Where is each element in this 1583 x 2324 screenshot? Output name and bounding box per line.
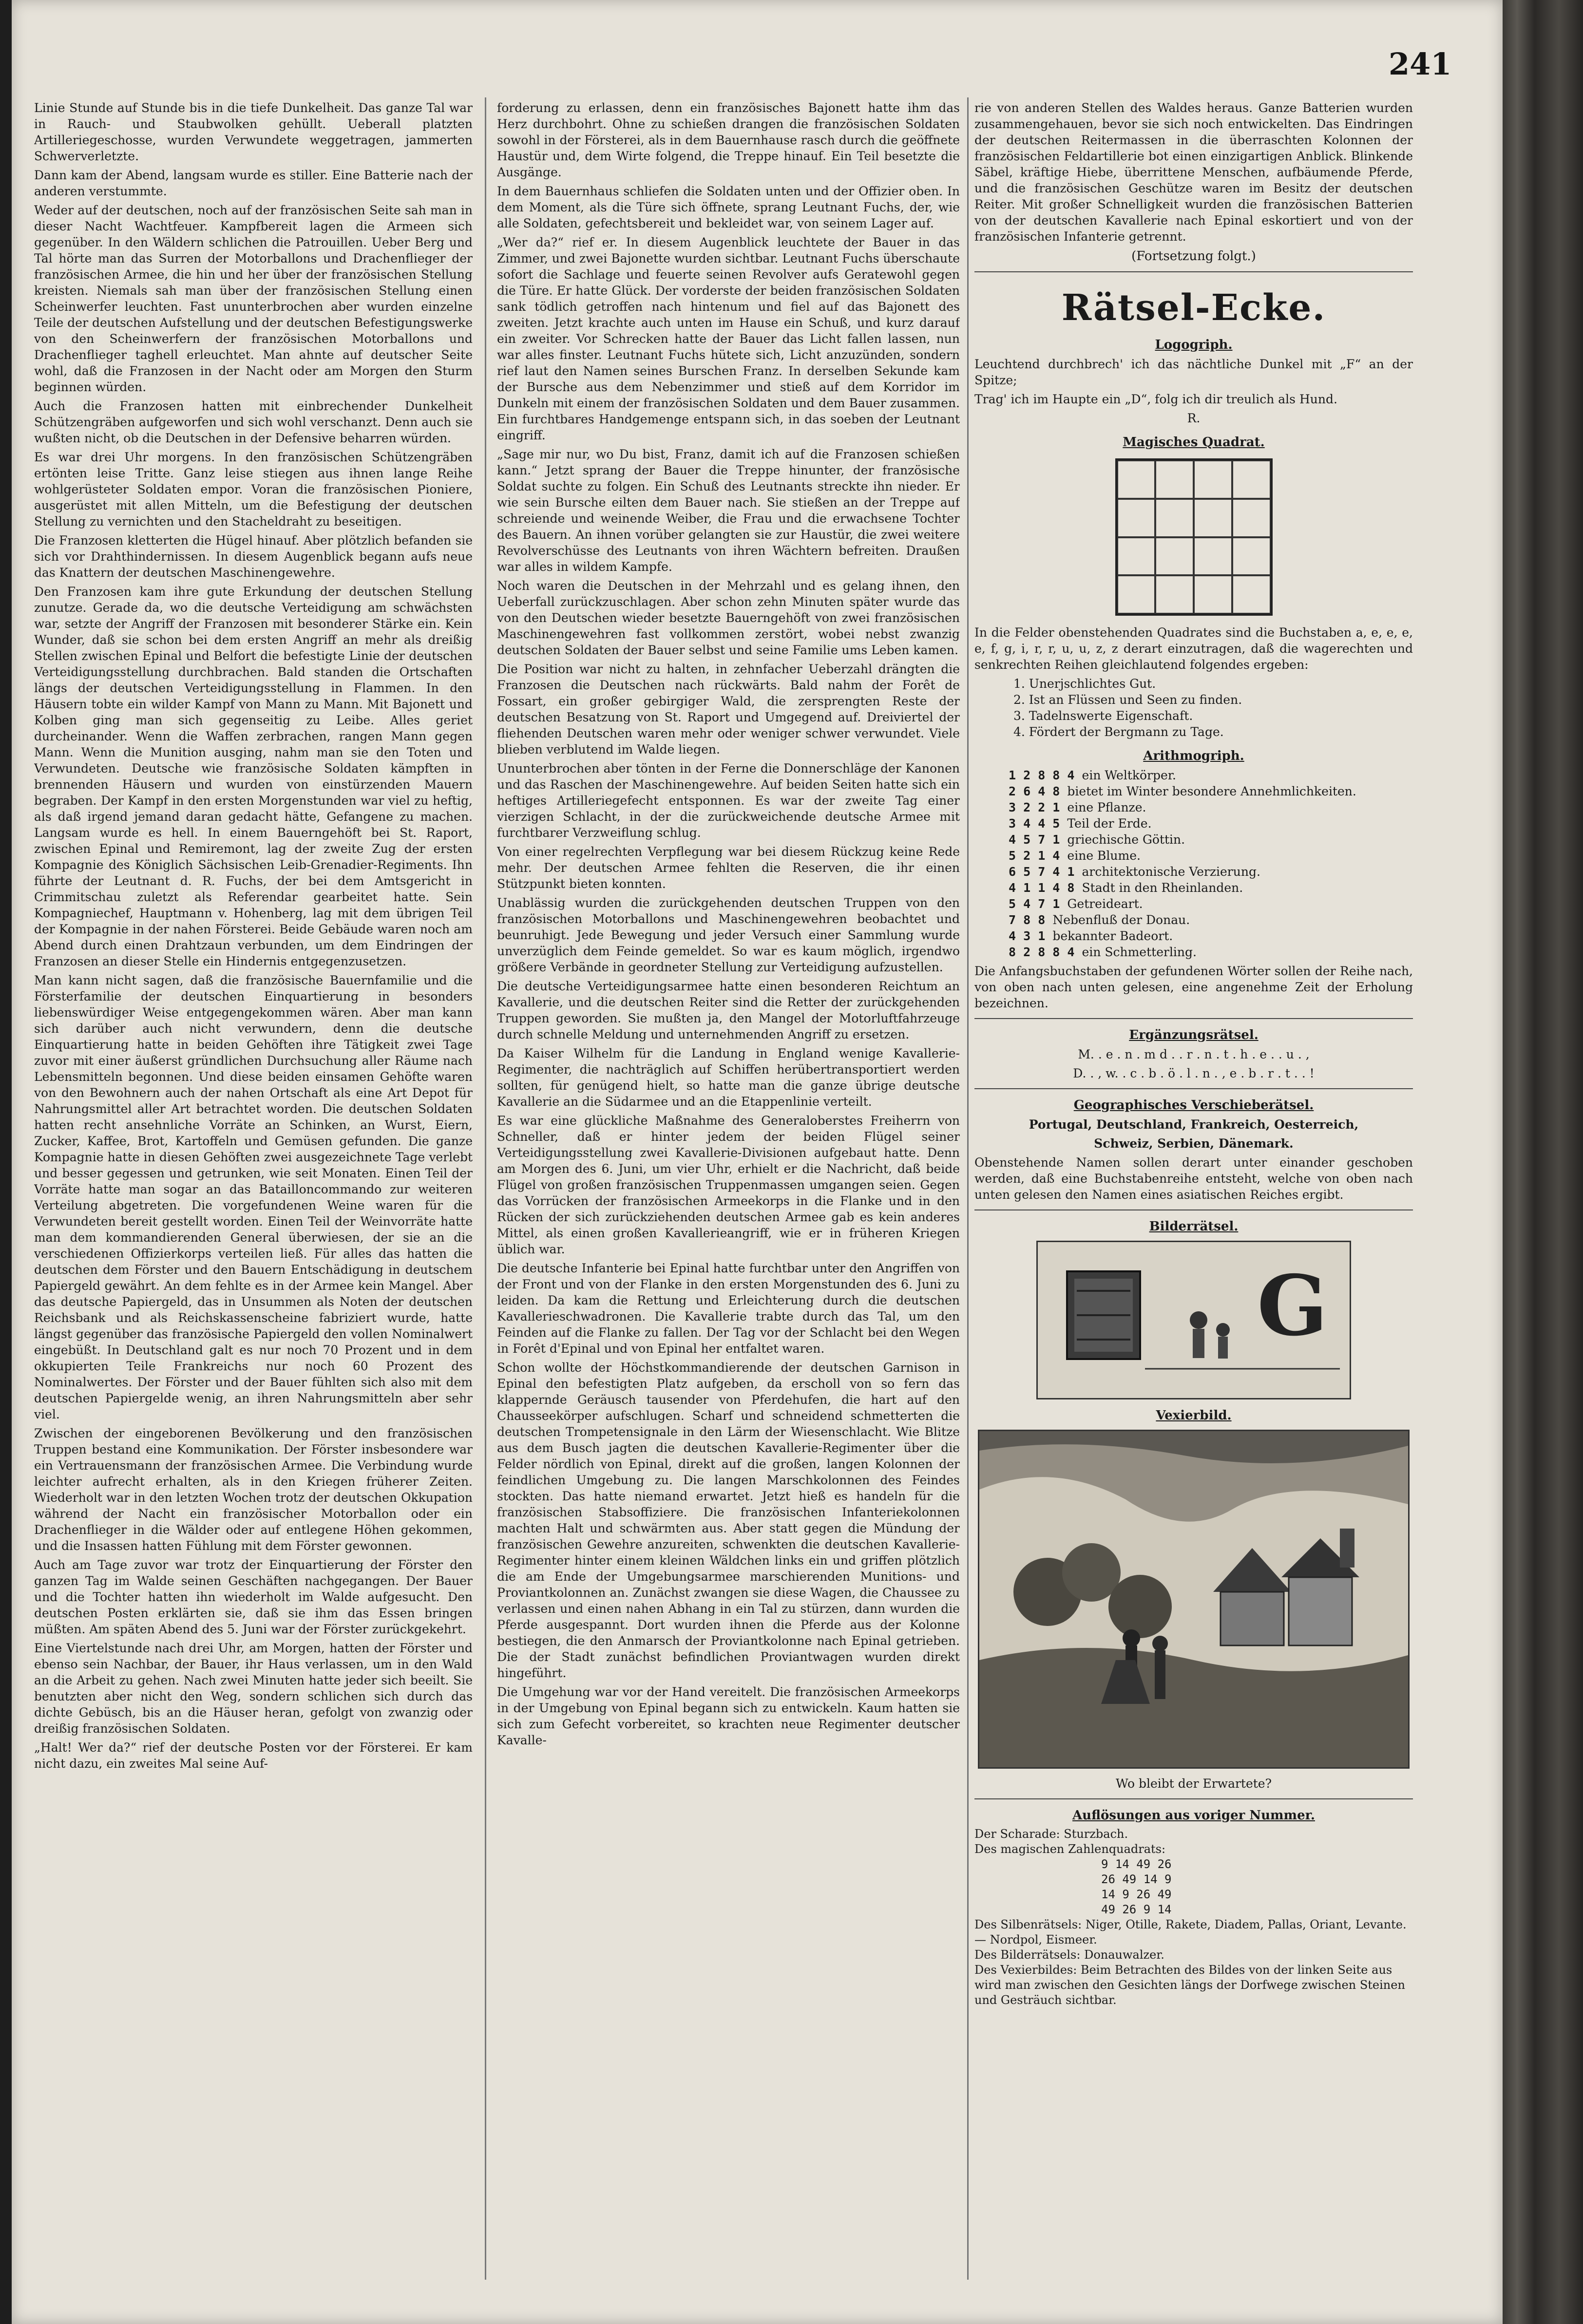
hidden-picture-drawing: [979, 1431, 1408, 1767]
digits: 6 5 7 4 1: [1009, 865, 1075, 879]
grid-cell: [1194, 537, 1232, 576]
clue: eine Blume.: [1067, 849, 1141, 863]
paragraph: Eine Viertelstunde nach drei Uhr, am Morgen, hatten der Förster und ebenso sein Nachbar, der Bauer, ihr Haus verlassen, um in den Wald an die Arbeit zu gehen. Nach zwei Minuten hatte jeder sich beeilt. Sie benutzten aber nicht den Weg, sondern schlichen sich durch das dichte Gebüsch, bis an die Häuser heran, gefolgt von zwanzig oder dreißig französischen Soldaten.: [34, 1641, 473, 1736]
divider: [974, 271, 1413, 272]
paragraph: Schon wollte der Höchstkommandierende der deutschen Garnison in Epinal den befestigten Platz aufgeben, da erscholl von so fern das klappernde Geräusch tausender von Pferdehufen, die hart auf den Chausseekörper aufschlugen. Scharf und schneidend schmetterten die deutschen Trompetensignale in den Lärm der Wiesenschlacht. Wie Blitze aus dem Busch jagten die deutschen Kavallerie-Regimenter über die Felder nördlich von Epinal, direkt auf die großen, langen Kolonnen der feindlichen Umgebung zu. Die langen Marschkolonnen des Feindes stockten. Das hatte niemand erwartet. Jetzt hieß es handeln für die französischen Stabsoffiziere. Die französischen Infanteriekolonnen machten Halt und schwärmten aus. Aber statt gegen die Mündung der französischen Gewehre anzureiten, schwenkten die deutschen Kavallerie-Regimenter hinter einem kleinen Wäldchen links ein und griffen plötzlich die am Ende der Umgebungsarmee marschierenden Munitions- und Proviantkolonnen an. Zunächst zwangen sie diese Wagen, die Chaussee zu verlassen und einen nahen Abhang in ein Tal zu stürzen, dann wurden die Pferde ausgespannt. Dort wurden ihnen die Pferde aus der Kolonne bestiegen, die den Anmarsch der Proviantkolonne nach Epinal getrieben. Die der Stadt zunächst befindlichen Proviantwagen wurden direkt hingeführt.: [497, 1360, 960, 1680]
picture-puzzle-drawing: [1038, 1242, 1350, 1398]
digits: 5 2 1 4: [1009, 849, 1060, 863]
supplement-puzzle-title: Ergänzungsrätsel.: [1129, 1028, 1259, 1042]
paragraph: In dem Bauernhaus schliefen die Soldaten unten und der Offizier oben. In dem Moment, als die Türe sich öffnete, sprang Leutnant Fuchs, der, wie alle Soldaten, gefechtsbereit und bekleidet war, von seinem Lager auf.: [497, 184, 960, 230]
magic-square-grid: [1115, 458, 1273, 616]
solution-line: Des Bilderrätsels: Donauwalzer.: [974, 1948, 1164, 1962]
grid-cell: [1117, 575, 1156, 614]
solution-number-row: 9 14 49 26: [1101, 1857, 1172, 1871]
paragraph: rie von anderen Stellen des Waldes heraus. Ganze Batterien wurden zusammengehauen, bevor sie sich noch entwickelten. Das Eindringen der deutschen Reitermassen in die überraschten Kolonnen der französischen Feldartillerie bot einen einzigartigen Anblick. Blinkende Säbel, kräftige Hiebe, überrittene Menschen, aufbäumende Pferde, und die französischen Geschütze waren im Besitz der deutschen Reiter. Mit großer Schnelligkeit wurden die französischen Batterien von der deutschen Kavallerie nach Epinal eskortiert und von der französischen Infanterie getrennt.: [974, 101, 1413, 244]
clue: Getreideart.: [1067, 897, 1143, 911]
digits: 1 2 8 8 4: [1009, 768, 1075, 782]
grid-cell: [1155, 460, 1194, 499]
arithmogriph-list: [1009, 767, 1413, 960]
geographic-puzzle-title: Geographisches Verschieberätsel.: [1073, 1098, 1314, 1113]
logogriph-line: Trag' ich im Haupte ein „D“, folg ich dir treulich als Hund.: [974, 392, 1337, 406]
paragraph: Die Position war nicht zu halten, in zehnfacher Ueberzahl drängten die Franzosen die Deutschen nach rückwärts. Bald nahm der Forêt de Fossart, ein großer gebirgiger Wald, die zersprengten Reste der deutschen Besatzung von St. Raport und Umgegend auf. Dreiviertel der fliehenden Deutschen waren mehr oder weniger schwer verwundet. Viele blieben verblutend im Walde liegen.: [497, 662, 960, 756]
grid-cell: [1232, 537, 1271, 576]
hidden-picture-illustration: [978, 1430, 1410, 1769]
list-item: [1009, 896, 1413, 912]
page-edge: [1503, 0, 1583, 2324]
solution-number-row: 14 9 26 49: [1101, 1888, 1172, 1901]
list-item: [1009, 815, 1413, 831]
paragraph: Dann kam der Abend, langsam wurde es stiller. Eine Batterie nach der anderen verstummte.: [34, 168, 473, 198]
solution-line: Des magischen Zahlenquadrats:: [974, 1842, 1166, 1856]
list-item: [1009, 783, 1413, 799]
paragraph: Da Kaiser Wilhelm für die Landung in England wenige Kavallerie-Regimenter, die nachträglich auf Schiffen herübertransportiert werden sollten, für genügend hielt, so hatte man die ganze übrige deutsche Kavallerie an die Südarmee und an die Etappenlinie verteilt.: [497, 1046, 960, 1109]
column-1: [34, 100, 473, 2292]
digits: 2 6 4 8: [1009, 784, 1060, 798]
arithmogriph-text: Die Anfangsbuchstaben der gefundenen Wörter sollen der Reihe nach, von oben nach unten gelesen, eine angenehme Zeit der Erholung bezeichnen.: [974, 964, 1413, 1010]
list-item: [1009, 912, 1413, 928]
grid-cell: [1194, 499, 1232, 537]
list-item: [1009, 928, 1413, 944]
digits: 3 2 2 1: [1009, 800, 1060, 814]
geographic-puzzle-names: Portugal, Deutschland, Frankreich, Oesterreich,: [1029, 1117, 1359, 1132]
picture-puzzle-title: Bilderrätsel.: [1149, 1219, 1239, 1234]
divider: [974, 1209, 1413, 1210]
solution-number-row: 26 49 14 9: [1101, 1872, 1172, 1886]
grid-cell: [1155, 537, 1194, 576]
list-item: 2. Ist an Flüssen und Seen zu finden.: [1013, 693, 1242, 707]
column-rule-1: [485, 97, 486, 2280]
grid-cell: [1232, 575, 1271, 614]
paragraph: Zwischen der eingeborenen Bevölkerung und den französischen Truppen bestand eine Kommunikation. Der Förster insbesondere war ein Vertrauensmann der französischen Armee. Die Verbindung wurde leichter aufrecht erhalten, als in den Kriegen früherer Zeiten. Wiederholt war in den letzten Wochen trotz der deutschen Okkupation während der Nacht ein französischer Motorballon oder ein Drachenflieger in die Wälder oder auf entlegene Höhen gekommen, und die Insassen hatten Fühlung mit dem Förster gewonnen.: [34, 1426, 473, 1553]
arithmogriph-title: Arithmogriph.: [1143, 749, 1244, 763]
grid-cell: [1117, 499, 1156, 537]
paragraph: Linie Stunde auf Stunde bis in die tiefe Dunkelheit. Das ganze Tal war in Rauch- und Staubwolken gehüllt. Ueberall platzten Artilleriegeschosse, wurden Verwundete weggetragen, jammerten Schwerverletzte.: [34, 101, 473, 163]
digits: 4 5 7 1: [1009, 832, 1060, 847]
paragraph: Noch waren die Deutschen in der Mehrzahl und es gelang ihnen, den Ueberfall zurückzuschlagen. Aber schon zehn Minuten später wurde das von den Deutschen wieder besetzte Bauerngehöft von zwei französischen Maschinengewehren fast vollkommen zerstört, wobei nebst zwanzig deutschen Soldaten der Bauer selbst und seine Familie ums Leben kamen.: [497, 579, 960, 657]
hidden-picture-title: Vexierbild.: [1156, 1408, 1232, 1423]
paragraph: Man kann nicht sagen, daß die französische Bauernfamilie und die Försterfamilie der deutschen Einquartierung in besonders liebenswürdiger Weise entgegengekommen wären. Aber man kann sich darüber auch nicht verwundern, denn die deutsche Einquartierung hatte in beiden Gehöften ihre Tätigkeit zwei Tage zuvor mit einer äußerst gründlichen Durchsuchung aller Räume nach Lebensmitteln begonnen. Und diese beiden einsamen Gehöfte waren von den Bewohnern auch der nahen Ortschaft als eine Art Depot für Nahrungsmittel aller Art betrachtet worden. Die deutschen Soldaten hatten recht ansehnliche Vorräte an Schinken, an Wurst, Eiern, Zucker, Kaffee, Brot, Kartoffeln und Gemüsen gefunden. Die ganze Kompagnie hatte in diesen Gehöften zwei ausgezeichnete Tage verlebt und besser gegessen und getrunken, wie seit Monaten. Einen Teil der Vorräte hatte man sogar an das Batailloncommando zur weiteren Verteilung abgetreten. Die vorgefundenen Weine waren für die Verwundeten bereit gestellt worden. Einen Teil der Weinvorräte hatte man dem kommandierenden General überwiesen, der sie an die verschiedenen Offizierkorps verteilen ließ. Für alles das hatten die deutschen dem Förster und den Bauern Entschädigung in deutschem Papiergeld gewährt. An dem fehlte es in der Armee kein Mangel. Aber das deutsche Papiergeld, das in Unsummen als Noten der deutschen Reichsbank und als Reichskassenscheine fabriziert wurde, hatte längst gegenüber das französische Papiergeld den vollen Nominalwert eingebüßt. In Deutschland galt es nur noch 70 Prozent und in dem okkupierten Teile Frankreichs nur noch 60 Prozent des Nominalwertes. Der Förster und der Bauer fühlten sich also mit dem deutschen Papiergelde wenig, an ihren Nahrungsmitteln aber sehr viel.: [34, 973, 473, 1421]
logogriph-title: Logogriph.: [1155, 338, 1233, 352]
divider: [974, 1088, 1413, 1089]
grid-cell: [1117, 537, 1156, 576]
paragraph: forderung zu erlassen, denn ein französisches Bajonett hatte ihm das Herz durchbohrt. Ohne zu schießen drangen die französischen Soldaten sowohl in der Försterei, als in dem Bauernhause rasch durch die geöffnete Haustür und, dem Wirte folgend, die Treppe hinauf. Ein Teil besetzte die Ausgänge.: [497, 101, 960, 179]
supplement-puzzle-line: M. . e . n . m d . . r . n . t . h . e . . u . ,: [1078, 1047, 1310, 1061]
grid-cell: [1155, 575, 1194, 614]
solution-line: Des Vexierbildes: Beim Betrachten des Bildes von der linken Seite aus wird man zwischen den Gesichten längs der Dorfwege zwischen Steinen und Gesträuch sichtbar.: [974, 1963, 1405, 2007]
paragraph: Auch die Franzosen hatten mit einbrechender Dunkelheit Schützengräben aufgeworfen und sich wohl verschanzt. Denn auch sie wußten nicht, ob die Deutschen in der Defensive beharren würden.: [34, 399, 473, 445]
paragraph: Es war eine glückliche Maßnahme des Generaloberstes Freiherrn von Schneller, daß er hinter jedem der beiden Flügel seiner Verteidigungsstellung zwei Kavallerie-Divisionen aufgebaut hatte. Denn am Morgen des 6. Juni, um vier Uhr, erhielt er die Nachricht, daß beide Flügel von großen französischen Truppenmassen umgangen seien. Gegen das Vorrücken der französischen Armeekorps in die Flanke und in den Rücken der sich zurückziehenden deutschen Armee gab es kein anderes Mittel, als einen großen Kavallerieangriff, wie er in früheren Kriegen üblich war.: [497, 1114, 960, 1256]
list-item: [1009, 864, 1413, 880]
magic-square-title: Magisches Quadrat.: [1123, 435, 1265, 450]
list-item: [1009, 944, 1413, 960]
logogriph-line: Leuchtend durchbrech' ich das nächtliche Dunkel mit „F“ an der Spitze;: [974, 357, 1413, 387]
geographic-puzzle-names: Schweiz, Serbien, Dänemark.: [1094, 1136, 1294, 1151]
paragraph: Weder auf der deutschen, noch auf der französischen Seite sah man in dieser Nacht Wachtfeuer. Kampfbereit lagen die Armeen sich gegenüber. In den Wäldern schlichen die Patrouillen. Ueber Berg und Tal hörte man das Surren der Motorballons und Drachenflieger der französischen Armee, die hin und her über der französischen Stellung kreisten. Niemals sah man über der französischen Stellung einen Scheinwerfer leuchten. Fast ununterbrochen aber wurden einzelne Teile der deutschen Aufstellung und der deutschen Befestigungswerke von den Scheinwerfern der französischen Motorballons und Drachenflieger taghell erleuchtet. Man ahnte auf deutscher Seite wohl, daß die Franzosen in der Nacht oder am Morgen den Sturm beginnen würden.: [34, 203, 473, 394]
continuation-note: (Fortsetzung folgt.): [1131, 249, 1256, 264]
list-item: [1009, 848, 1413, 864]
solutions-title: Auflösungen aus voriger Nummer.: [1072, 1808, 1315, 1823]
paragraph: Die Franzosen kletterten die Hügel hinauf. Aber plötzlich befanden sie sich vor Drahthindernissen. In diesem Augenblick begann aufs neue das Knattern der deutschen Maschinengewehre.: [34, 533, 473, 580]
supplement-puzzle-line: D. . , w. . c . b . ö . l . n . , e . b . r . t . . !: [1073, 1066, 1315, 1080]
grid-cell: [1232, 460, 1271, 499]
grid-cell: [1232, 499, 1271, 537]
paragraph: „Halt! Wer da?“ rief der deutsche Posten vor der Försterei. Er kam nicht dazu, ein zweites Mal seine Auf-: [34, 1740, 473, 1771]
magic-square-list: [1013, 676, 1413, 740]
clue: architektonische Verzierung.: [1082, 865, 1260, 879]
paragraph: „Wer da?“ rief er. In diesem Augenblick leuchtete der Bauer in das Zimmer, und zwei Bajonette wurden sichtbar. Leutnant Fuchs überschaute sofort die Sachlage und feuerte seinen Revolver aufs Geratewohl gegen die Türe. Er hatte Glück. Der vorderste der beiden französischen Soldaten sank tödlich getroffen nach hintenum und fiel auf das Bajonett des zweiten. Jetzt krachte auch unten im Hause ein Schuß, und kurz darauf ein zweiter. Vor Schrecken hatte der Bauer das Licht fallen lassen, nun war alles finster. Leutnant Fuchs hütete sich, Licht anzuzünden, sondern rief laut den Namen seines Burschen Franz. In derselben Sekunde kam der Bursche aus dem Nebenzimmer und stieß auf dem Korridor im Dunkeln mit einem der französischen Soldaten und dem Bauer zusammen. Ein furchtbares Handgemenge entspann sich, in das soeben der Leutnant eingriff.: [497, 235, 960, 442]
paragraph: Die deutsche Infanterie bei Epinal hatte furchtbar unter den Angriffen von der Front und von der Flanke in den ersten Morgenstunden des 6. Juni zu leiden. Da kam die Rettung und Erleichterung durch die deutschen Kavallerieschwadronen. Die Kavallerie trabte durch das Tal, um den Feinden auf die Flanke zu fallen. Der Tag vor der Schlacht bei den Wegen in Forêt d'Epinal und von Epinal her entfaltet waren.: [497, 1261, 960, 1356]
hidden-picture-caption: Wo bleibt der Erwartete?: [1115, 1776, 1272, 1791]
clue: Stadt in den Rheinlanden.: [1082, 881, 1243, 895]
digits: 4 1 1 4 8: [1009, 881, 1075, 895]
list-item: [1009, 799, 1413, 815]
paragraph: Ununterbrochen aber tönten in der Ferne die Donnerschläge der Kanonen und das Raschen der Maschinengewehre. Auf beiden Seiten hatte sich ein heftiges Artilleriegefecht entsponnen. Es war der zweite Tag einer vierzigen Schlacht, in der die zurückweichende deutsche Armee mit furchtbarer Verzweiflung schlug.: [497, 761, 960, 840]
solution-number-row: 49 26 9 14: [1101, 1903, 1172, 1916]
paragraph: Von einer regelrechten Verpflegung war bei diesem Rückzug keine Rede mehr. Der deutschen Armee fehlten die Reserven, die ihr einen Stützpunkt bieten konnten.: [497, 845, 960, 891]
clue: bekannter Badeort.: [1052, 929, 1173, 943]
clue: eine Pflanze.: [1067, 800, 1146, 814]
clue: ein Schmetterling.: [1082, 945, 1197, 959]
divider: [974, 1798, 1413, 1799]
svg-text:G: G: [1257, 1257, 1328, 1355]
clue: griechische Göttin.: [1067, 832, 1185, 847]
list-item: [1009, 831, 1413, 848]
divider: [974, 1018, 1413, 1019]
clue: ein Weltkörper.: [1082, 768, 1176, 782]
list-item: [1009, 880, 1413, 896]
logogriph-author: R.: [1187, 411, 1201, 425]
picture-puzzle-illustration: [1036, 1241, 1351, 1399]
paragraph: „Sage mir nur, wo Du bist, Franz, damit ich auf die Franzosen schießen kann.“ Jetzt sprang der Bauer die Treppe hinunter, der französische Soldat suchte zu folgen. Ein Schuß des Leutnants streckte ihn nieder. Er wie sein Bursche eilten dem Bauer nach. Sie stießen an der Treppe auf schreiende und weinende Weiber, die Frau und die erwachsene Tochter des Bauern. An ihnen vorüber gelangten sie zur Haustür, die zwei weitere Revolverschüsse des Leutnants von ihren Wächtern befreiten. Draußen war alles in wildem Kampfe.: [497, 447, 960, 574]
digits: 8 2 8 8 4: [1009, 945, 1075, 959]
paragraph: Es war drei Uhr morgens. In den französischen Schützengräben ertönten leise Tritte. Ganz leise stiegen aus ihnen lange Reihe wohlgerüsteter Soldaten empor. Voran die französischen Pioniere, ausgerüstet mit allen Mitteln, um die Befestigung der deutschen Stellung zu vernichten und den Stacheldraht zu beseitigen.: [34, 450, 473, 529]
grid-cell: [1155, 499, 1194, 537]
page-number: 241: [1389, 46, 1452, 82]
grid-cell: [1194, 575, 1232, 614]
list-item: [1009, 767, 1413, 783]
clue: Nebenfluß der Donau.: [1052, 913, 1190, 927]
list-item: 1. Unerjschlichtes Gut.: [1013, 677, 1156, 691]
digits: 4 3 1: [1009, 929, 1046, 943]
clue: bietet im Winter besondere Annehmlichkeiten.: [1067, 784, 1356, 798]
paragraph: Auch am Tage zuvor war trotz der Einquartierung der Förster den ganzen Tag im Walde seinen Geschäften nachgegangen. Der Bauer und die Tochter hatten ihn wiederholt im Walde aufgesucht. Den deutschen Posten erklärten sie, daß sie ihm das Essen bringen müßten. Am späten Abend des 5. Juni war der Förster zurückgekehrt.: [34, 1558, 473, 1636]
grid-cell: [1117, 460, 1156, 499]
list-item: 4. Fördert der Bergmann zu Tage.: [1013, 725, 1224, 739]
paragraph: Den Franzosen kam ihre gute Erkundung der deutschen Stellung zunutze. Gerade da, wo die deutsche Verteidigung am schwächsten war, setzte der Angriff der Franzosen mit besonderer Stärke ein. Kein Wunder, daß sie schon bei dem ersten Angriff an mehr als dreißig Stellen zwischen Epinal und Belfort die befestigte Linie der deutschen Verteidigungsstellung durchbrachen. Bald standen die Ortschaften längs der deutschen Verteidigungsstellung in Flammen. In den Häusern tobte ein wilder Kampf von Mann zu Mann. Mit Bajonett und Kolben ging man sich gegenseitig zu Leibe. Alles geriet durcheinander. Wenn die Waffen zerbrachen, rangen Mann gegen Mann. Wenn die Munition ausging, nahm man sie den Toten und Verwundeten. Deutsche wie französische Soldaten kämpften in brennenden Häusern und wurden von einstürzenden Mauern begraben. Der Kampf in den ersten Morgenstunden war viel zu heftig, als daß irgend jemand daran gedacht hätte, Gefangene zu machen. Langsam wurde es hell. In einem Bauerngehöft bei St. Raport, zwischen Epinal und Remiremont, lag der zweite Zug der ersten Kompagnie des Königlich Sächsischen Leib-Grenadier-Regiments. Ihn führte der Leutnant d. R. Fuchs, der bei dem Amtsgericht in Crimmitschau zuletzt als Referendar gearbeitet hatte. Sein Kompagniechef, Hauptmann v. Hohenberg, lag mit dem übrigen Teil der Kompagnie in der nahen Försterei. Beide Gebäude waren noch am Abend durch einen Drahtzaun verbunden, um dem Eindringen der Franzosen an dieser Stelle ein Hindernis entgegenzusetzen.: [34, 585, 473, 968]
grid-cell: [1194, 460, 1232, 499]
clue: Teil der Erde.: [1067, 816, 1152, 831]
digits: 7 8 8: [1009, 913, 1046, 927]
puzzle-corner-title: Rätsel-Ecke.: [1061, 287, 1326, 329]
paragraph: Die deutsche Verteidigungsarmee hatte einen besonderen Reichtum an Kavallerie, und die deutschen Reiter sind die Retter der zurückgehenden Truppen geworden. Sie mußten ja, den Mangel der Motorluftfahrzeuge durch schnelle Meldung und unternehmenden Angriff zu ersetzen.: [497, 979, 960, 1041]
geographic-puzzle-text: Obenstehende Namen sollen derart unter einander geschoben werden, daß eine Buchstabenreihe entsteht, welche von oben nach unten gelesen den Namen eines asiatischen Reiches ergibt.: [974, 1155, 1413, 1202]
digits: 3 4 4 5: [1009, 816, 1060, 831]
solution-line: Des Silbenrätsels: Niger, Otille, Rakete, Diadem, Pallas, Oriant, Levante. — Nordpol, Eismeer.: [974, 1918, 1407, 1946]
paragraph: Unablässig wurden die zurückgehenden deutschen Truppen von den französischen Motorballons und Maschinengewehren beobachtet und beunruhigt. Jede Bewegung und jeder Versuch einer Sammlung wurde unverzüglich dem Feinde gemeldet. So war es kaum möglich, irgendwo größere Verbände in geordneter Stellung zur Verteidigung aufzustellen.: [497, 896, 960, 974]
paragraph: Die Umgehung war vor der Hand vereitelt. Die französischen Armeekorps in der Umgebung von Epinal begann sich zu entwickeln. Kaum hatten sie sich zum Gefecht vorbereitet, so krachten neue Regimenter deutscher Kavalle-: [497, 1685, 960, 1747]
column-2: [497, 100, 960, 2292]
digits: 5 4 7 1: [1009, 897, 1060, 911]
list-item: 3. Tadelnswerte Eigenschaft.: [1013, 709, 1193, 723]
column-rule-2: [967, 97, 969, 2280]
column-3: [974, 100, 1413, 2302]
magic-square-text: In die Felder obenstehenden Quadrates sind die Buchstaben a, e, e, e, e, f, g, i, r, r, u, u, z, z derart einzutragen, daß die wagerechten und senkrechten Reihen gleichlautend folgendes ergeben:: [974, 625, 1413, 672]
solution-line: Der Scharade: Sturzbach.: [974, 1827, 1128, 1841]
solutions-block: [974, 1827, 1413, 2008]
